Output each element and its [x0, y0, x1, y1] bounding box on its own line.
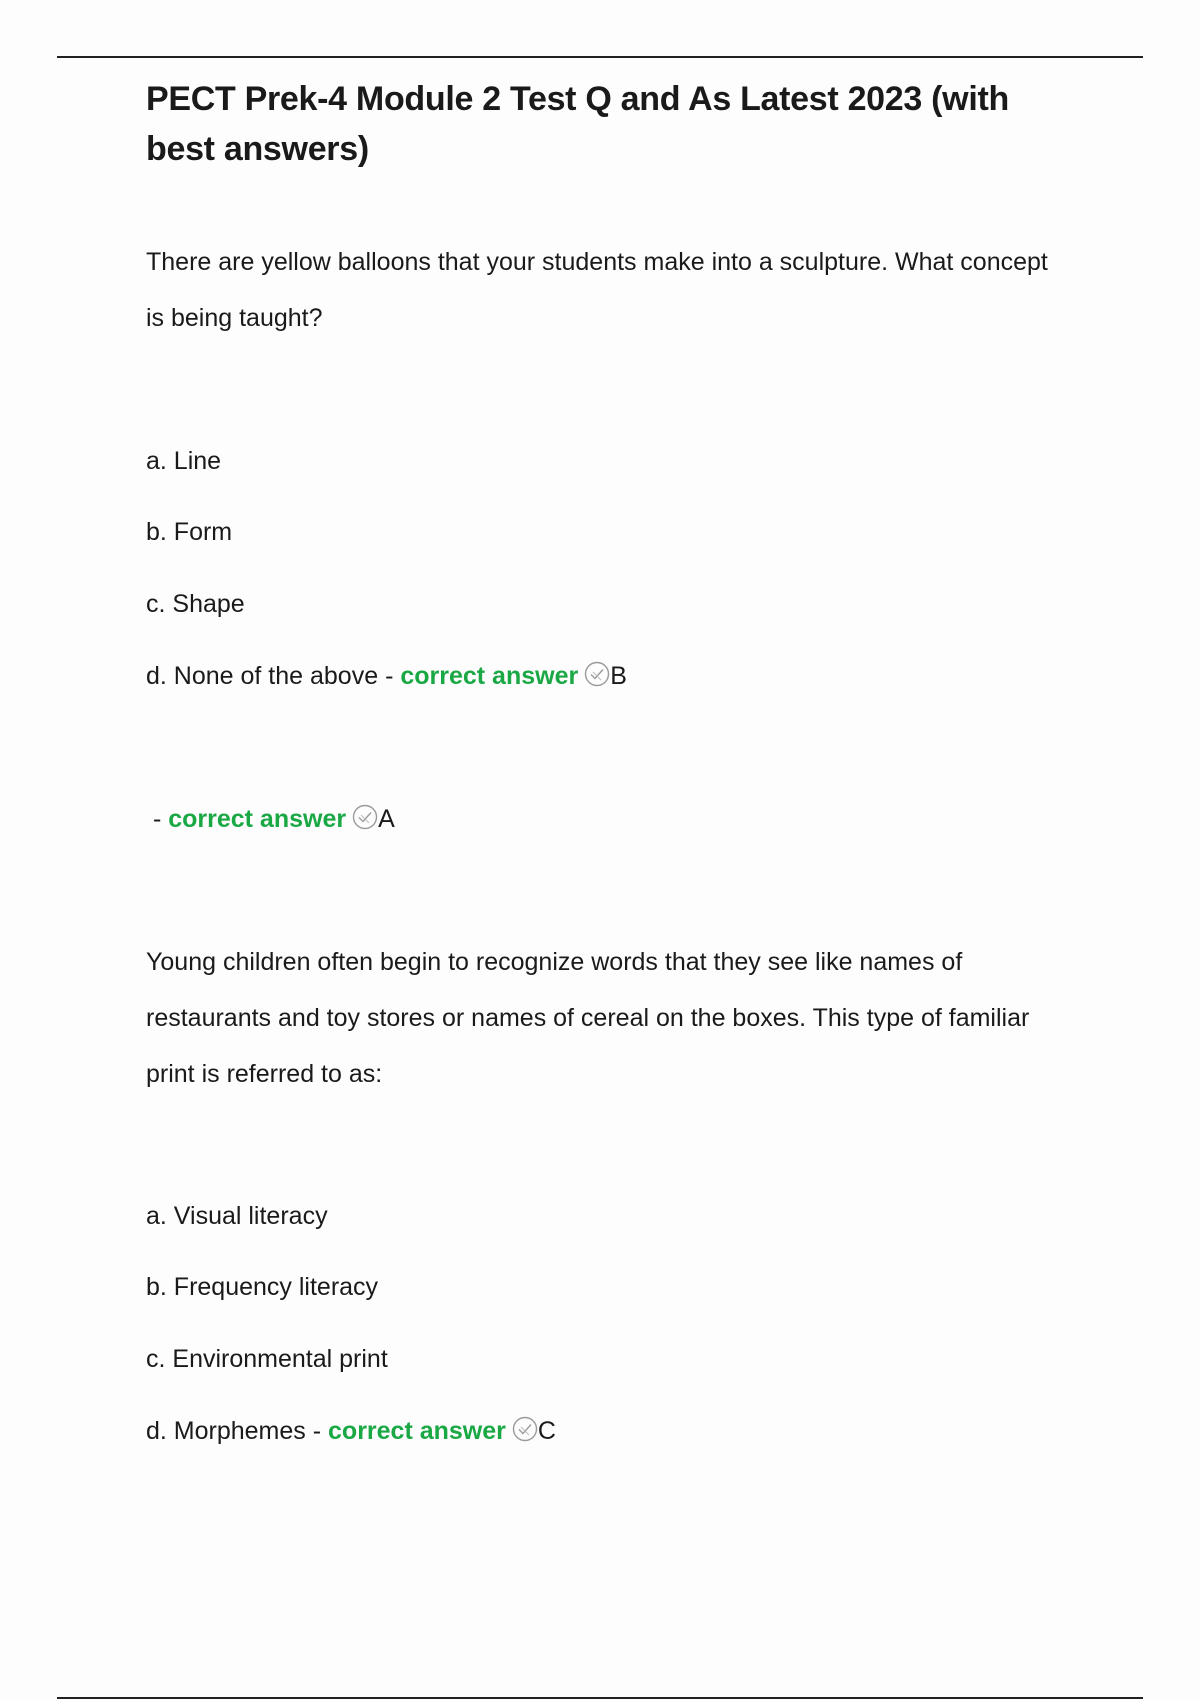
q1-correct-label: correct answer — [400, 662, 579, 690]
top-rule — [57, 56, 1143, 58]
q2-option-c: c. Environmental print — [146, 1345, 388, 1373]
q2-answer: C — [537, 1417, 556, 1445]
q2-correct-label: correct answer — [328, 1417, 506, 1445]
q1-option-a: a. Line — [146, 447, 222, 475]
document-page — [146, 74, 1086, 1445]
question-2-text: Young children often begin to recognize words that they see like names of restaurants and toy stores or names of cereal on the boxes. This type of familiar print is referred to as: — [146, 948, 1030, 1088]
q1-option-c: c. Shape — [146, 590, 245, 618]
check-circle-icon — [352, 804, 378, 840]
check-circle-icon — [512, 1416, 538, 1452]
bottom-rule — [57, 1697, 1143, 1699]
q1-option-b: b. Form — [146, 518, 233, 546]
q1-extra-answer: A — [378, 805, 395, 833]
q2-option-d-label: d. Morphemes - — [146, 1417, 329, 1445]
q1-option-d-label: d. None of the above - — [146, 662, 401, 690]
q2-option-d — [146, 1413, 556, 1452]
q1-answer: B — [610, 662, 627, 690]
check-circle-icon — [584, 661, 610, 697]
q1-extra-answer-line — [146, 801, 395, 840]
document-title: PECT Prek-4 Module 2 Test Q and As Latest 2023 (with best answers) — [146, 80, 1009, 168]
q2-option-a: a. Visual literacy — [146, 1202, 328, 1230]
question-1-text: There are yellow balloons that your students make into a sculpture. What concept is being taught? — [146, 248, 1048, 332]
q1-extra-correct-label: correct answer — [168, 805, 347, 833]
q2-option-b: b. Frequency literacy — [146, 1273, 379, 1301]
q1-option-d — [146, 658, 627, 697]
q1-extra-prefix: - — [146, 805, 169, 833]
